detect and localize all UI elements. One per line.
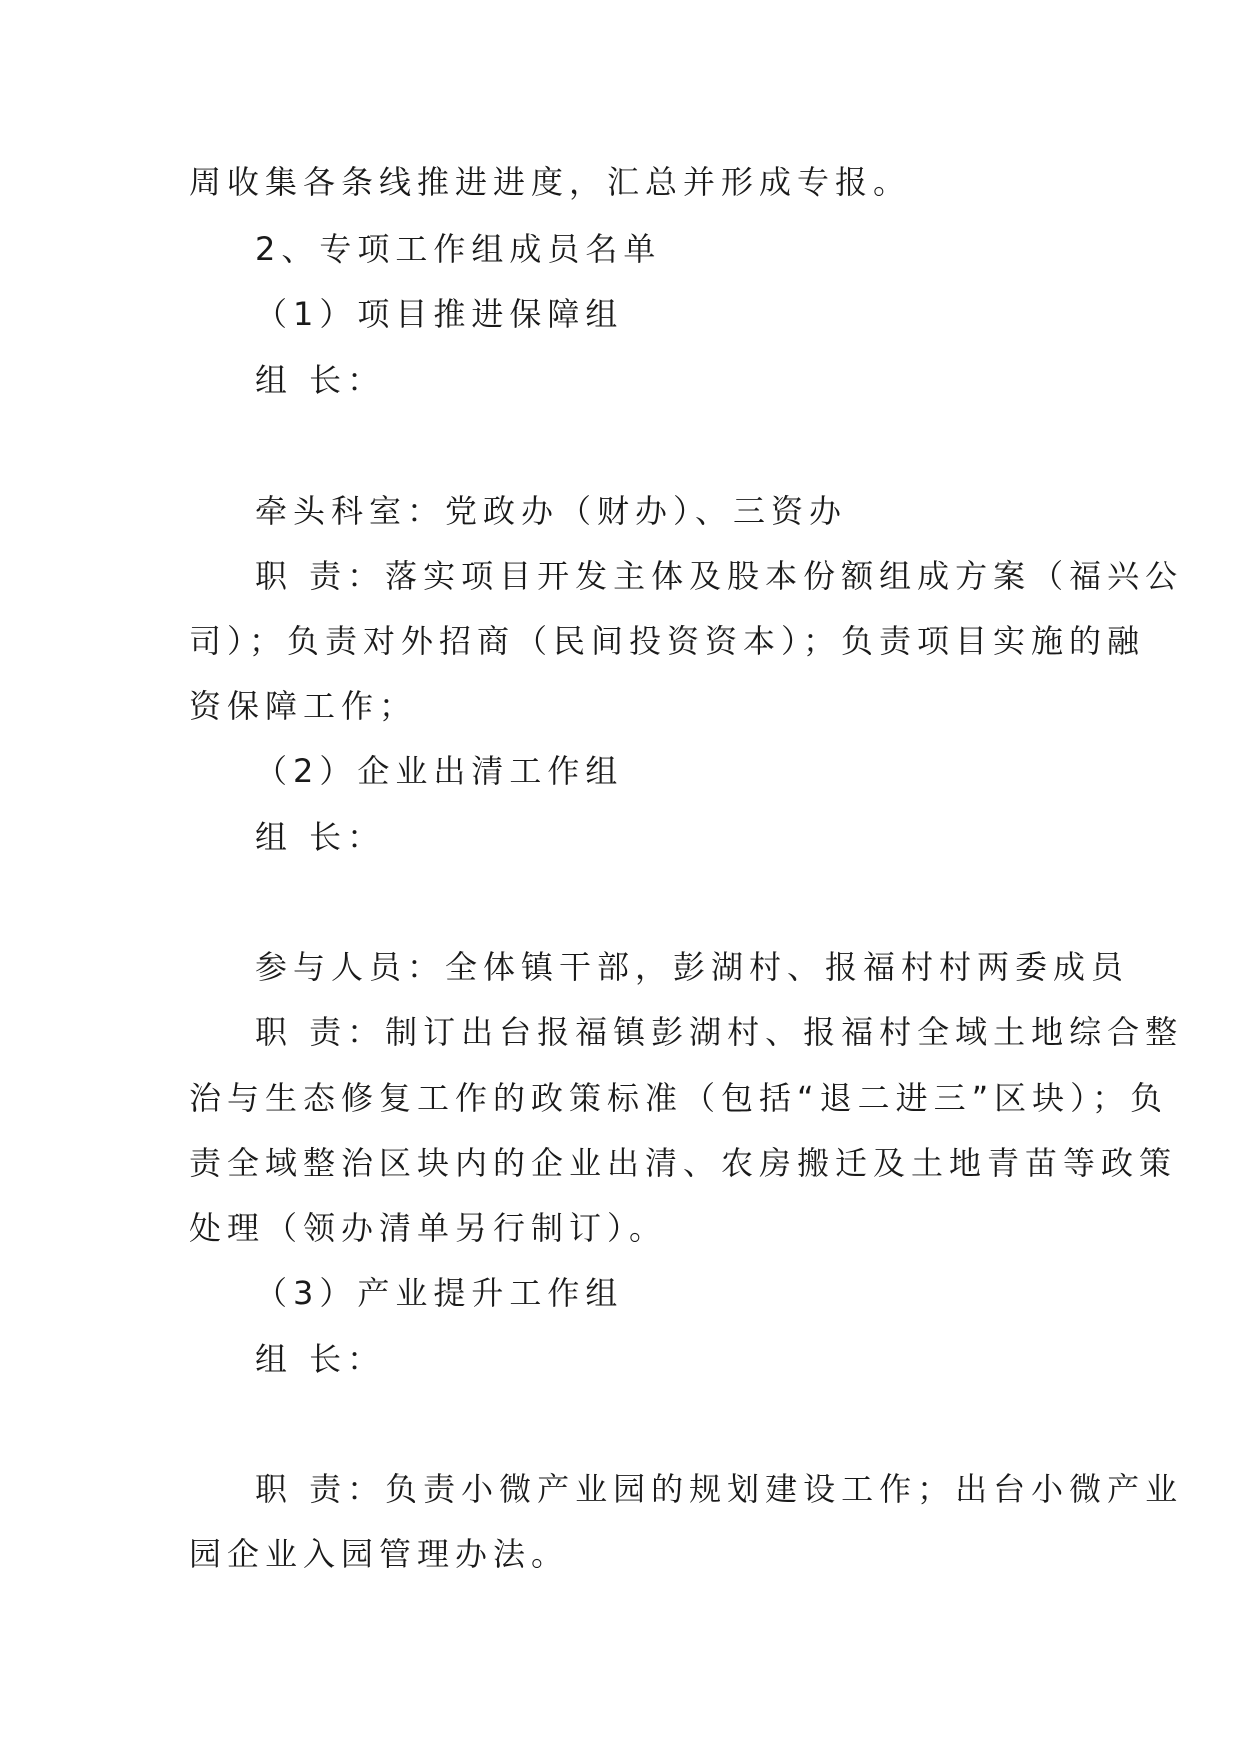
group-heading-project-promotion: （1）项目推进保障组 <box>255 295 624 333</box>
duties-line: 职 责：落实项目开发主体及股本份额组成方案（福兴公 <box>255 557 1184 595</box>
participants-line: 参与人员：全体镇干部，彭湖村、报福村村两委成员 <box>255 948 1130 986</box>
group-leader-label: 组 长： <box>255 1340 386 1378</box>
duties-line: 资保障工作； <box>189 687 418 725</box>
duties-line: 责全域整治区块内的企业出清、农房搬迁及土地青苗等政策 <box>189 1144 1178 1182</box>
duties-line: 职 责：制订出台报福镇彭湖村、报福村全域土地综合整 <box>255 1013 1184 1051</box>
duties-line: 处理（领办清单另行制订）。 <box>189 1209 668 1247</box>
group-leader-label: 组 长： <box>255 818 386 856</box>
paragraph-line: 周收集各条线推进进度，汇总并形成专报。 <box>189 163 912 201</box>
group-leader-label: 组 长： <box>255 361 386 399</box>
duties-line: 司）；负责对外招商（民间投资资本）；负责项目实施的融 <box>189 622 1146 660</box>
lead-department-line: 牵头科室：党政办（财办）、三资办 <box>255 492 848 530</box>
section-heading-member-list: 2、专项工作组成员名单 <box>255 230 662 268</box>
group-heading-enterprise-clearance: （2）企业出清工作组 <box>255 752 624 790</box>
duties-line: 园企业入园管理办法。 <box>189 1535 570 1573</box>
group-heading-industry-upgrade: （3）产业提升工作组 <box>255 1274 624 1312</box>
duties-line: 职 责：负责小微产业园的规划建设工作；出台小微产业 <box>255 1470 1184 1508</box>
duties-line: 治与生态修复工作的政策标准（包括“退二进三”区块）；负 <box>189 1079 1169 1117</box>
